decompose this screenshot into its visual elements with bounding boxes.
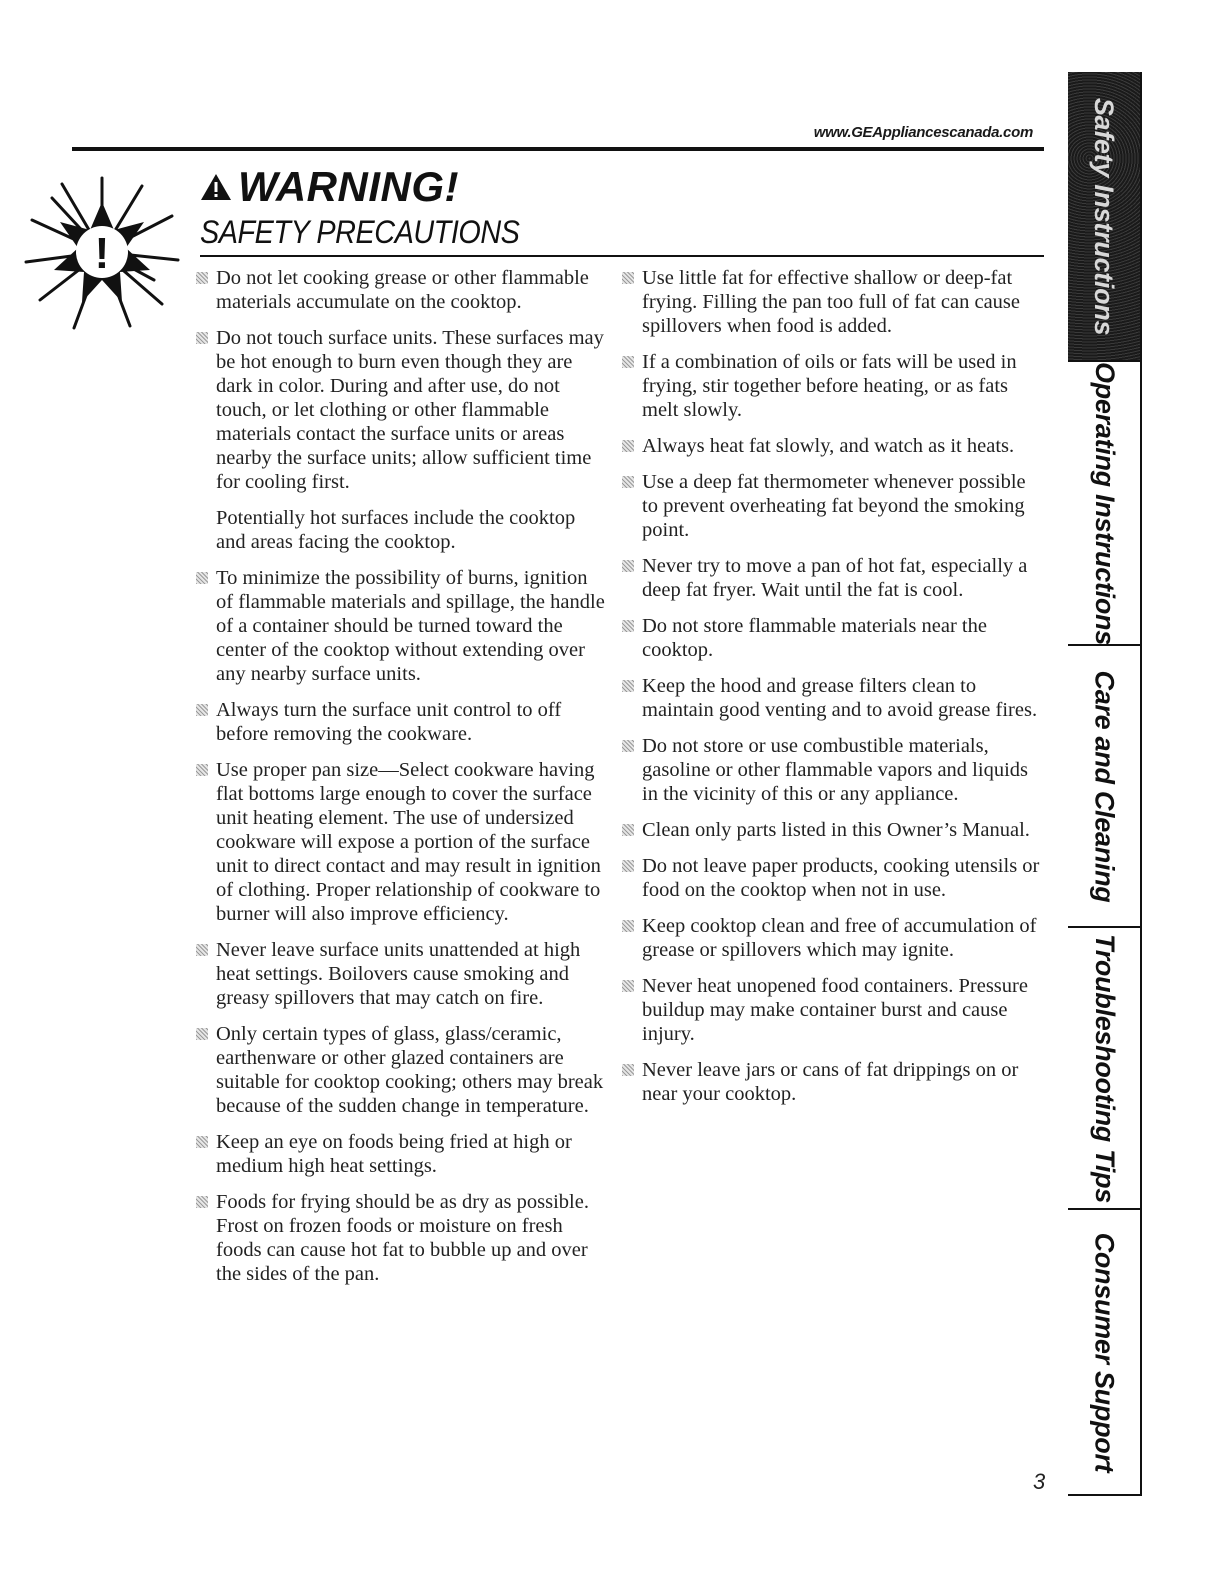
item-text: Never leave jars or cans of fat drippings on or near your cooktop. (642, 1059, 1019, 1105)
side-tab-operating-instructions[interactable] (1068, 362, 1140, 646)
bullet-icon (622, 860, 634, 872)
bullet-icon (622, 440, 634, 452)
side-tab-label: Troubleshooting Tips (1089, 933, 1120, 1203)
item-text: Never try to move a pan of hot fat, especially a deep fat fryer. Wait until the fat is cool. (642, 555, 1028, 601)
bullet-icon (196, 944, 208, 956)
bullet-item (622, 674, 1046, 722)
item-text: Do not touch surface units. These surfaces may be hot enough to burn even though they are dark in color. During and after use, do not touch, or let clothing or other flammable materials contact the surface units or areas nearby the surface units; allow sufficient time for cooling first. (216, 327, 604, 493)
warning-burst-icon (22, 170, 182, 335)
item-text: Clean only parts listed in this Owner’s Manual. (642, 819, 1030, 841)
bullet-item (622, 854, 1046, 902)
svg-text:!: ! (94, 229, 110, 278)
page-number: 3 (1033, 1469, 1046, 1494)
side-tab-bar (1068, 72, 1142, 1496)
right-column (622, 266, 1046, 1118)
bullet-icon (622, 740, 634, 752)
item-text: Only certain types of glass, glass/ceramic, earthenware or other glazed containers are suitable for cooktop cooking; others may break because of the sudden change in temperature. (216, 1023, 604, 1117)
item-text: Do not store flammable materials near the cooktop. (642, 615, 987, 661)
bullet-item (196, 566, 608, 686)
bullet-item (196, 326, 608, 494)
bullet-icon (622, 272, 634, 284)
bullet-icon (196, 572, 208, 584)
bullet-icon (196, 704, 208, 716)
item-text: If a combination of oils or fats will be used in frying, stir together before heating, or as fats melt slowly. (642, 351, 1017, 421)
bullet-item (196, 266, 608, 314)
item-text: Foods for frying should be as dry as possible. Frost on frozen foods or moisture on fresh foods can cause hot fat to bubble up and over the sides of the pan. (216, 1191, 589, 1285)
bullet-icon (622, 1064, 634, 1076)
bullet-icon (622, 356, 634, 368)
bullet-item (622, 974, 1046, 1046)
side-tab-care-and-cleaning[interactable] (1068, 646, 1140, 928)
bullet-icon (196, 332, 208, 344)
bullet-icon (622, 476, 634, 488)
bullet-item (622, 434, 1046, 458)
item-text: Never heat unopened food containers. Pressure buildup may make container burst and cause injury. (642, 975, 1028, 1045)
item-text: Use a deep fat thermometer whenever possible to prevent overheating fat beyond the smoking point. (642, 471, 1026, 541)
bullet-item (196, 1130, 608, 1178)
item-text: Keep the hood and grease filters clean to maintain good venting and to avoid grease fires. (642, 675, 1038, 721)
bullet-item (622, 350, 1046, 422)
bullet-icon (196, 1196, 208, 1208)
bullet-icon (622, 560, 634, 572)
left-column (196, 266, 608, 1298)
bullet-item (622, 1058, 1046, 1106)
item-text: Never leave surface units unattended at high heat settings. Boilovers cause smoking and greasy spillovers that may catch on fire. (216, 939, 581, 1009)
side-tab-consumer-support[interactable] (1068, 1210, 1140, 1496)
bullet-icon (622, 980, 634, 992)
safety-precautions-heading: SAFETY PRECAUTIONS (200, 214, 520, 250)
bullet-item (196, 758, 608, 926)
side-tab-label: Safety Instructions (1089, 97, 1120, 335)
bullet-icon (196, 272, 208, 284)
side-tab-safety-instructions[interactable] (1068, 72, 1140, 362)
note-paragraph (196, 506, 608, 554)
warning-title-row (200, 162, 459, 212)
bullet-item (622, 818, 1046, 842)
bullet-icon (622, 620, 634, 632)
bullet-item (622, 470, 1046, 542)
item-text: Always turn the surface unit control to off before removing the cookware. (216, 699, 562, 745)
bullet-icon (622, 920, 634, 932)
bullet-item (196, 698, 608, 746)
bullet-icon (622, 824, 634, 836)
item-text: Do not leave paper products, cooking utensils or food on the cooktop when not in use. (642, 855, 1040, 901)
side-tab-label: Operating Instructions (1089, 361, 1120, 645)
item-text: Keep cooktop clean and free of accumulation of grease or spillovers which may ignite. (642, 915, 1037, 961)
item-text: Use little fat for effective shallow or deep-fat frying. Filling the pan too full of fat can cause spillovers when food is added. (642, 267, 1021, 337)
bullet-icon (622, 680, 634, 692)
bullet-item (622, 554, 1046, 602)
bullet-icon (196, 764, 208, 776)
item-text: Potentially hot surfaces include the cooktop and areas facing the cooktop. (216, 507, 576, 553)
bullet-item (196, 1190, 608, 1286)
side-tab-troubleshooting-tips[interactable] (1068, 928, 1140, 1210)
item-text: Do not let cooking grease or other flammable materials accumulate on the cooktop. (216, 267, 589, 313)
item-text: Do not store or use combustible materials, gasoline or other flammable vapors and liquids in the vicinity of this or any appliance. (642, 735, 1028, 805)
warning-heading: WARNING! (238, 163, 459, 210)
item-text: Always heat fat slowly, and watch as it heats. (642, 435, 1015, 457)
bullet-item (622, 266, 1046, 338)
bullet-item (622, 734, 1046, 806)
bullet-item (196, 938, 608, 1010)
side-tab-label: Consumer Support (1089, 1232, 1120, 1472)
title-rule (200, 255, 1044, 257)
item-text: To minimize the possibility of burns, ignition of flammable materials and spillage, the handle of a container should be turned toward the center of the cooktop without extending over any nearby surface units. (216, 567, 605, 685)
website-url: www.GEAppliancescanada.com (813, 124, 1033, 141)
warning-triangle-icon (200, 172, 232, 202)
side-tab-label: Care and Cleaning (1089, 670, 1120, 902)
bullet-item (622, 614, 1046, 662)
item-text: Keep an eye on foods being fried at high or medium high heat settings. (216, 1131, 572, 1177)
bullet-icon (196, 1028, 208, 1040)
bullet-item (622, 914, 1046, 962)
header-rule (72, 147, 1044, 151)
bullet-item (196, 1022, 608, 1118)
item-text: Use proper pan size—Select cookware having flat bottoms large enough to cover the surface unit heating element. The use of undersized cookware will expose a portion of the surface unit to direct contact and may result in ignition of clothing. Proper relationship of cookware to burner will also improve efficiency. (216, 759, 601, 925)
bullet-icon (196, 1136, 208, 1148)
